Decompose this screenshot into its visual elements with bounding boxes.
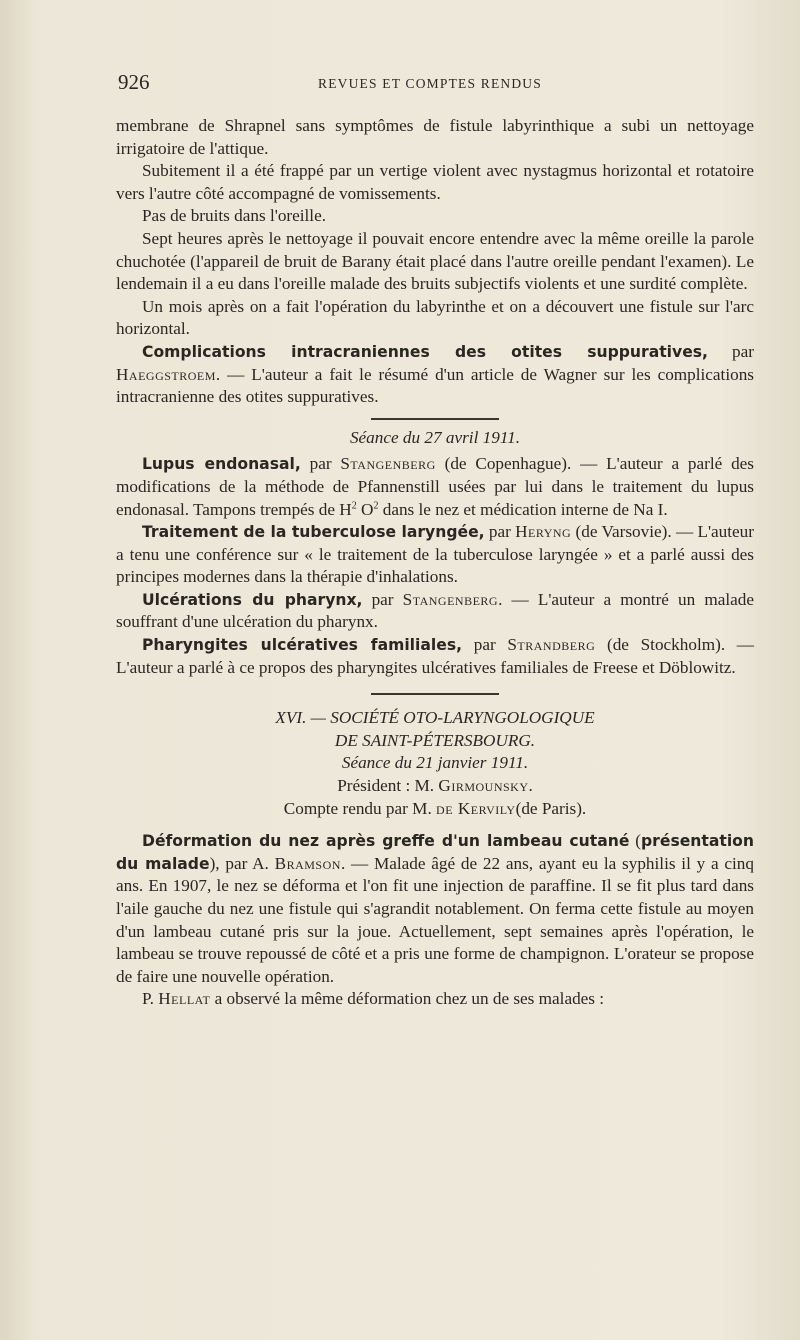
session-date: Séance du 27 avril 1911. <box>349 427 521 447</box>
reporter-line: Compte rendu par M. de Kervily(de Paris). <box>283 798 587 818</box>
author-name: Heryng <box>515 522 572 542</box>
section-title: XVI. — SOCIÉTÉ OTO-LARYNGOLOGIQUE <box>275 708 595 728</box>
author-name: Stangenberg <box>340 454 436 474</box>
paragraph: Un mois après on a fait l'opération du labyrinthe et on a découvert une fistule sur l'arc horizontal. <box>116 296 754 339</box>
paragraph: Lupus endonasal, par Stangenberg (de Copenhague). — L'auteur a parlé des modifications de la méthode de Pfannenstill usées par lui dans le traitement du lupus endonasal. Tampons trempés de $H^2$ $O^2$ dans le nez et médication interne de Na I. <box>116 454 754 519</box>
session-date: Séance du 21 janvier 1911. <box>341 753 529 773</box>
entry-title: Lupus endonasal, <box>142 455 301 474</box>
paragraph: Pharyngites ulcératives familiales, par Strandberg (de Stockholm). — L'auteur a parlé à ce propos des pharyngites ulcératives familiales de Freese et Döblowitz. <box>116 635 754 677</box>
paragraph: Déformation du nez après greffe d'un lambeau cutané (présentation du malade), par A. Bramson. — Malade âgé de 22 ans, ayant eu la syphilis il y a cinq ans. En 1907, le nez se déforma et l'on fit une injection de paraffine. Il se fit plus tard dans l'aile gauche du nez une fistule qui s'agrandit notablement. On ferma cette fistule au moyen d'un lambeau cutané pris sur la joue. Actuellement, sept semaines après l'opération, le lambeau se trouve repoussé de côté et a pris une forme de champignon. L'orateur se propose de faire une nouvelle opération. <box>116 831 754 986</box>
entry-title: Déformation du nez après greffe d'un lambeau cutané <box>142 832 630 851</box>
divider <box>371 418 499 420</box>
entry-subtitle: présentation du malade <box>116 832 754 873</box>
paragraph: Sept heures après le nettoyage il pouvait encore entendre avec la même oreille la parole chuchotée (l'appareil de bruit de Barany était placé dans l'autre oreille pendant l'examen). Le lendemain il a eu dans l'oreille malade des bruits subjectifs violents et une surdité complète. <box>116 228 754 294</box>
author-name: Strandberg <box>507 635 596 655</box>
paragraph: membrane de Shrapnel sans symptômes de fistule labyrinthique a subi un nettoyage irrigatoire de l'attique. <box>116 116 754 158</box>
author-name: Haeggstroem <box>116 364 216 384</box>
entry-title: Traitement de la tuberculose laryngée, <box>142 523 485 542</box>
author-name: Bramson <box>274 853 341 873</box>
entry-title: Ulcérations du pharynx, <box>142 590 363 609</box>
president-line: Président : M. Girmounsky. <box>337 776 533 796</box>
author-name: Stangenberg <box>402 589 499 609</box>
running-title: REVUES ET COMPTES RENDUS <box>318 76 542 91</box>
paragraph: Ulcérations du pharynx, par Stangenberg. — L'auteur a montré un malade souffrant d'une ulcération du pharynx. <box>116 589 754 632</box>
paragraph: Pas de bruits dans l'oreille. <box>142 206 327 226</box>
page-body <box>116 115 754 1011</box>
section-title: DE SAINT-PÉTERSBOURG. <box>334 730 536 750</box>
entry-title: Pharyngites ulcératives familiales, <box>142 636 463 655</box>
paragraph: Subitement il a été frappé par un vertige violent avec nystagmus horizontal et rotatoire vers l'autre côté accompagné de vomissements. <box>116 161 754 203</box>
paragraph: Complications intracraniennes des otites suppuratives, par Haeggstroem. — L'auteur a fait le résumé d'un article de Wagner sur les complications intracranienne des otites suppuratives. <box>116 341 754 407</box>
page-number: 926 <box>118 70 150 94</box>
paragraph: Traitement de la tuberculose laryngée, par Heryng (de Varsovie). — L'auteur a tenu une conférence sur « le traitement de la tuberculose laryngée » et a parlé aussi des principes modernes dans la thérapie d'inhalations. <box>116 522 754 587</box>
divider <box>371 693 499 695</box>
page-header <box>118 70 758 100</box>
author-name: Hellat <box>158 989 211 1009</box>
entry-title: Complications intracraniennes des otites suppuratives, <box>142 342 708 361</box>
paragraph: P. Hellat a observé la même déformation chez un de ses malades : <box>142 989 605 1009</box>
